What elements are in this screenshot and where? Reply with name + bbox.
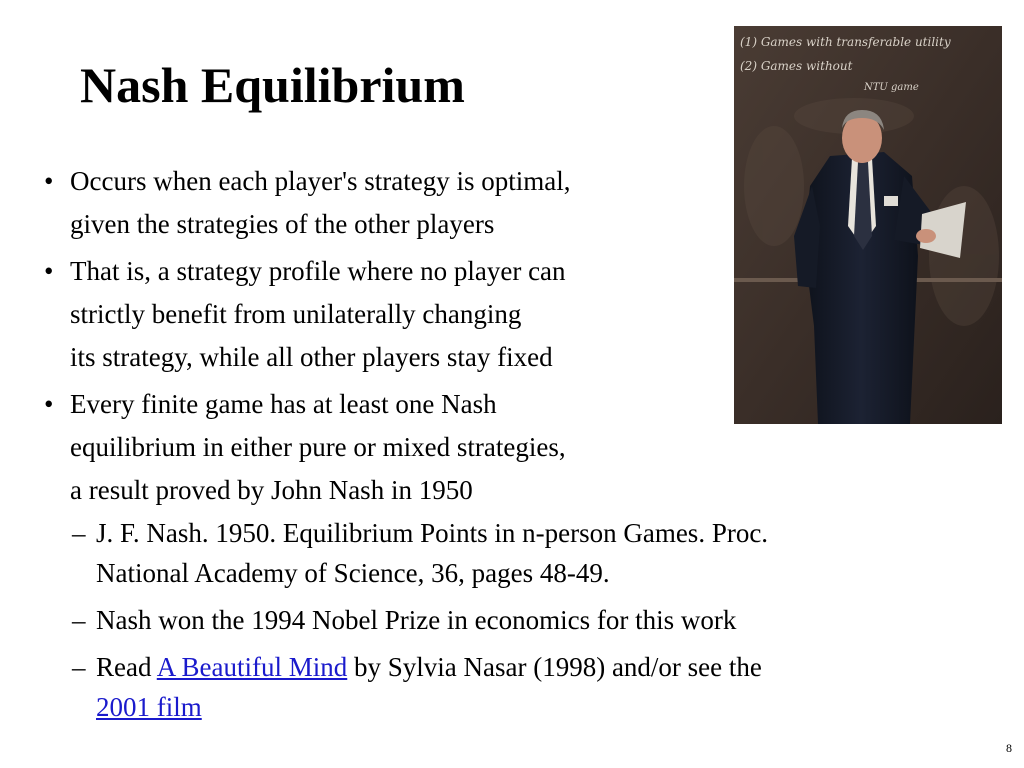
- subbullet-text-line: [96, 687, 992, 727]
- bullet-text-line: Every finite game has at least one Nash: [70, 389, 497, 419]
- bullet-text-line: a result proved by John Nash in 1950: [70, 475, 473, 505]
- film-link[interactable]: 2001 film: [96, 692, 202, 722]
- subbullet-text-line: National Academy of Science, 36, pages 48-49.: [96, 558, 610, 588]
- subbullet-middle: by Sylvia Nasar (1998) and/or see the: [347, 652, 762, 682]
- bullet-marker: •: [44, 389, 54, 419]
- bullet-text-line: strictly benefit from unilaterally changing: [70, 299, 522, 329]
- subbullet-marker: –: [72, 652, 86, 682]
- subbullet-item: [72, 513, 992, 593]
- bullet-text-line: given the strategies of the other players: [70, 209, 495, 239]
- subbullet-text-line: J. F. Nash. 1950. Equilibrium Points in n-person Games. Proc.: [96, 518, 769, 548]
- chalk-line: (2) Games without: [740, 59, 853, 73]
- subbullet-marker: –: [72, 518, 86, 548]
- subbullet-marker: –: [72, 605, 86, 635]
- subbullet-item: [72, 647, 992, 727]
- chalk-line: (1) Games with transferable utility: [740, 35, 951, 49]
- john-nash-photo: [734, 26, 1002, 424]
- hand: [916, 229, 936, 243]
- slide-title: Nash Equilibrium: [80, 57, 465, 113]
- book-link[interactable]: A Beautiful Mind: [156, 652, 348, 682]
- bullet-marker: •: [44, 256, 54, 286]
- name-badge: [884, 196, 898, 206]
- bullet-text-line: Occurs when each player's strategy is optimal,: [70, 166, 571, 196]
- subbullet-text-line: Nash won the 1994 Nobel Prize in economics for this work: [96, 605, 737, 635]
- subbullet-prefix: Read: [96, 652, 157, 682]
- subbullet-list: [72, 513, 992, 734]
- bullet-text-line: its strategy, while all other players stay fixed: [70, 342, 553, 372]
- chalk-line: NTU game: [864, 82, 919, 93]
- bullet-text-line: That is, a strategy profile where no player can: [70, 256, 566, 286]
- bullet-marker: •: [44, 166, 54, 196]
- subbullet-text-line: [96, 647, 992, 687]
- subbullet-item: [72, 600, 992, 640]
- page-number: 8: [1006, 741, 1012, 755]
- bullet-text-line: equilibrium in either pure or mixed strategies,: [70, 432, 566, 462]
